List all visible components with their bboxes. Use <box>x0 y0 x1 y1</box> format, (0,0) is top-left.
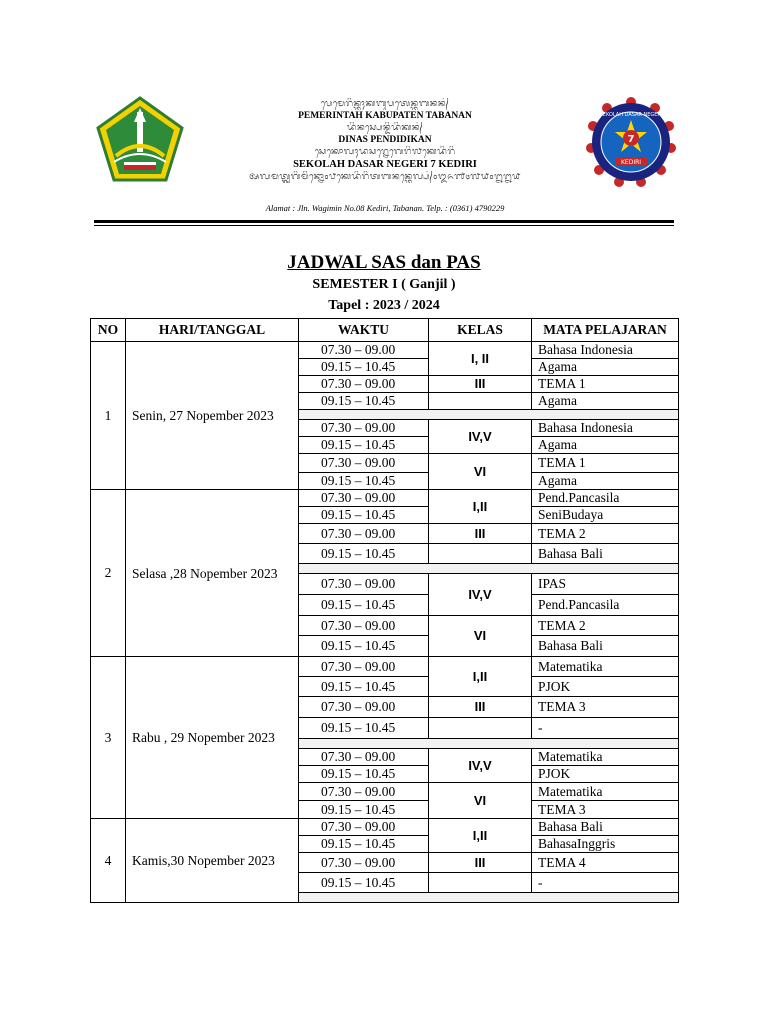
separator-cell <box>299 893 679 903</box>
class-group: I, II <box>429 342 532 376</box>
table-header-row <box>91 319 679 342</box>
subject: Matematika <box>532 749 679 766</box>
svg-text:SEKOLAH DASAR NEGERI: SEKOLAH DASAR NEGERI <box>599 112 663 118</box>
table-row <box>91 490 679 507</box>
time-slot: 09.15 – 10.45 <box>299 437 429 454</box>
class-group: VI <box>429 783 532 819</box>
class-group: III <box>429 524 532 544</box>
time-slot: 07.30 – 09.00 <box>299 749 429 766</box>
header-day-date: HARI/TANGGAL <box>126 319 299 342</box>
class-group: VI <box>429 616 532 657</box>
subject: IPAS <box>532 574 679 595</box>
subject: Matematika <box>532 783 679 801</box>
exam-schedule-table <box>90 318 679 903</box>
separator-cell <box>299 410 679 420</box>
class-group: III <box>429 853 532 873</box>
balinese-script-line: ᬧᬾᬫᬾᬭᬶᬦ᭄ᬢᬄᬓᬩᬸᬧᬢᬾᬦ᭄ᬢᬩᬦᬦ᭄ <box>320 99 450 109</box>
time-slot: 09.15 – 10.45 <box>299 393 429 410</box>
subject: Pend.Pancasila <box>532 490 679 507</box>
subject: SeniBudaya <box>532 507 679 524</box>
day-date: Rabu , 29 Nopember 2023 <box>126 657 299 819</box>
school-address: Alamat : Jln. Wagimin No.08 Kediri, Tabanan. Telp. : (0361) 4790229 <box>265 203 505 213</box>
time-slot: 09.15 – 10.45 <box>299 718 429 739</box>
separator-cell <box>299 739 679 749</box>
letterhead-divider <box>94 220 674 223</box>
school-logo <box>585 96 677 188</box>
time-slot: 09.15 – 10.45 <box>299 544 429 564</box>
time-slot: 07.30 – 09.00 <box>299 853 429 873</box>
document-title: JADWAL SAS dan PAS <box>287 252 481 273</box>
table-row <box>91 342 679 359</box>
semester-label: SEMESTER I ( Ganjil ) <box>312 277 456 292</box>
class-group-empty <box>429 718 532 739</box>
row-number: 3 <box>91 657 126 819</box>
time-slot: 09.15 – 10.45 <box>299 359 429 376</box>
time-slot: 09.15 – 10.45 <box>299 677 429 697</box>
time-slot: 09.15 – 10.45 <box>299 873 429 893</box>
time-slot: 09.15 – 10.45 <box>299 801 429 819</box>
subject: Agama <box>532 473 679 490</box>
time-slot: 09.15 – 10.45 <box>299 636 429 657</box>
class-group-empty <box>429 544 532 564</box>
separator-cell <box>299 564 679 574</box>
letterhead-divider-thin <box>94 225 674 226</box>
time-slot: 09.15 – 10.45 <box>299 507 429 524</box>
time-slot: 07.30 – 09.00 <box>299 616 429 636</box>
subject: - <box>532 718 679 739</box>
subject: Agama <box>532 437 679 454</box>
day-date: Selasa ,28 Nopember 2023 <box>126 490 299 657</box>
header-class: KELAS <box>429 319 532 342</box>
class-group-empty <box>429 873 532 893</box>
day-date: Senin, 27 Nopember 2023 <box>126 342 299 490</box>
department-name: DINAS PENDIDIKAN <box>338 135 432 145</box>
government-name: PEMERINTAH KABUPATEN TABANAN <box>298 111 472 121</box>
subject: BahasaInggris <box>532 836 679 853</box>
time-slot: 09.15 – 10.45 <box>299 473 429 490</box>
time-slot: 07.30 – 09.00 <box>299 490 429 507</box>
row-number: 1 <box>91 342 126 490</box>
class-group: I,II <box>429 657 532 697</box>
class-group: IV,V <box>429 749 532 783</box>
svg-text:KEDIRI: KEDIRI <box>620 159 642 166</box>
balinese-script-line: ᬤᬶᬦᬲ᭄ᬧᬾᬦ᭄ᬤᬶᬤᬶᬓᬦ᭄ <box>346 123 424 133</box>
class-group: I,II <box>429 819 532 853</box>
subject: Agama <box>532 393 679 410</box>
subject: PJOK <box>532 766 679 783</box>
class-group: III <box>429 376 532 393</box>
subject: TEMA 2 <box>532 616 679 636</box>
class-group: III <box>429 697 532 718</box>
time-slot: 07.30 – 09.00 <box>299 376 429 393</box>
time-slot: 07.30 – 09.00 <box>299 819 429 836</box>
letterhead <box>190 98 580 183</box>
subject: Agama <box>532 359 679 376</box>
class-group: IV,V <box>429 420 532 454</box>
subject: TEMA 2 <box>532 524 679 544</box>
time-slot: 07.30 – 09.00 <box>299 454 429 473</box>
subject: TEMA 3 <box>532 801 679 819</box>
row-number: 4 <box>91 819 126 903</box>
class-group: IV,V <box>429 574 532 616</box>
time-slot: 07.30 – 09.00 <box>299 342 429 359</box>
svg-text:7: 7 <box>627 134 635 145</box>
header-no: NO <box>91 319 126 342</box>
subject: Bahasa Indonesia <box>532 342 679 359</box>
row-number: 2 <box>91 490 126 657</box>
table-row <box>91 819 679 836</box>
subject: PJOK <box>532 677 679 697</box>
subject: Bahasa Bali <box>532 819 679 836</box>
subject: - <box>532 873 679 893</box>
time-slot: 09.15 – 10.45 <box>299 836 429 853</box>
subject: TEMA 1 <box>532 376 679 393</box>
school-name: SEKOLAH DASAR NEGERI 7 KEDIRI <box>293 159 477 170</box>
subject: Bahasa Bali <box>532 544 679 564</box>
subject: Bahasa Indonesia <box>532 420 679 437</box>
balinese-script-line: ᬲᬾᬓᭀᬮᬄᬤᬲᬭ᭄ᬦᬾᬕᬾᬭᬶ᭗ᬓᬾᬤᬶᬭᬶ <box>314 147 456 157</box>
time-slot: 07.30 – 09.00 <box>299 420 429 437</box>
subject: TEMA 4 <box>532 853 679 873</box>
time-slot: 07.30 – 09.00 <box>299 524 429 544</box>
time-slot: 07.30 – 09.00 <box>299 697 429 718</box>
subject: Pend.Pancasila <box>532 595 679 616</box>
time-slot: 07.30 – 09.00 <box>299 783 429 801</box>
time-slot: 07.30 – 09.00 <box>299 574 429 595</box>
table-row <box>91 657 679 677</box>
day-date: Kamis,30 Nopember 2023 <box>126 819 299 903</box>
class-group-empty <box>429 393 532 410</box>
header-time: WAKTU <box>299 319 429 342</box>
header-subject: MATA PELAJARAN <box>532 319 679 342</box>
time-slot: 07.30 – 09.00 <box>299 657 429 677</box>
subject: TEMA 1 <box>532 454 679 473</box>
class-group: VI <box>429 454 532 490</box>
tabanan-regency-logo <box>94 96 186 188</box>
school-year-label: Tapel : 2023 / 2024 <box>328 298 440 313</box>
subject: TEMA 3 <box>532 697 679 718</box>
class-group: I,II <box>429 490 532 524</box>
subject: Matematika <box>532 657 679 677</box>
subject: Bahasa Bali <box>532 636 679 657</box>
time-slot: 09.15 – 10.45 <box>299 766 429 783</box>
balinese-script-address: ᬅᬮᬫᬢ᭄ᬚ᭄ᬮ᭄ᬯᬕᬶᬫᬶᬦ᭄ᬦᭀ᭐᭘ᬓᬾᬤᬶᬭᬶᬢᬩᬦᬦ᭄ᬢᬾᬮ᭄ᬧ᭄᭐᭓᭖᭑᭔᭗᭙᭐᭒᭒᭙ <box>249 172 521 182</box>
time-slot: 09.15 – 10.45 <box>299 595 429 616</box>
